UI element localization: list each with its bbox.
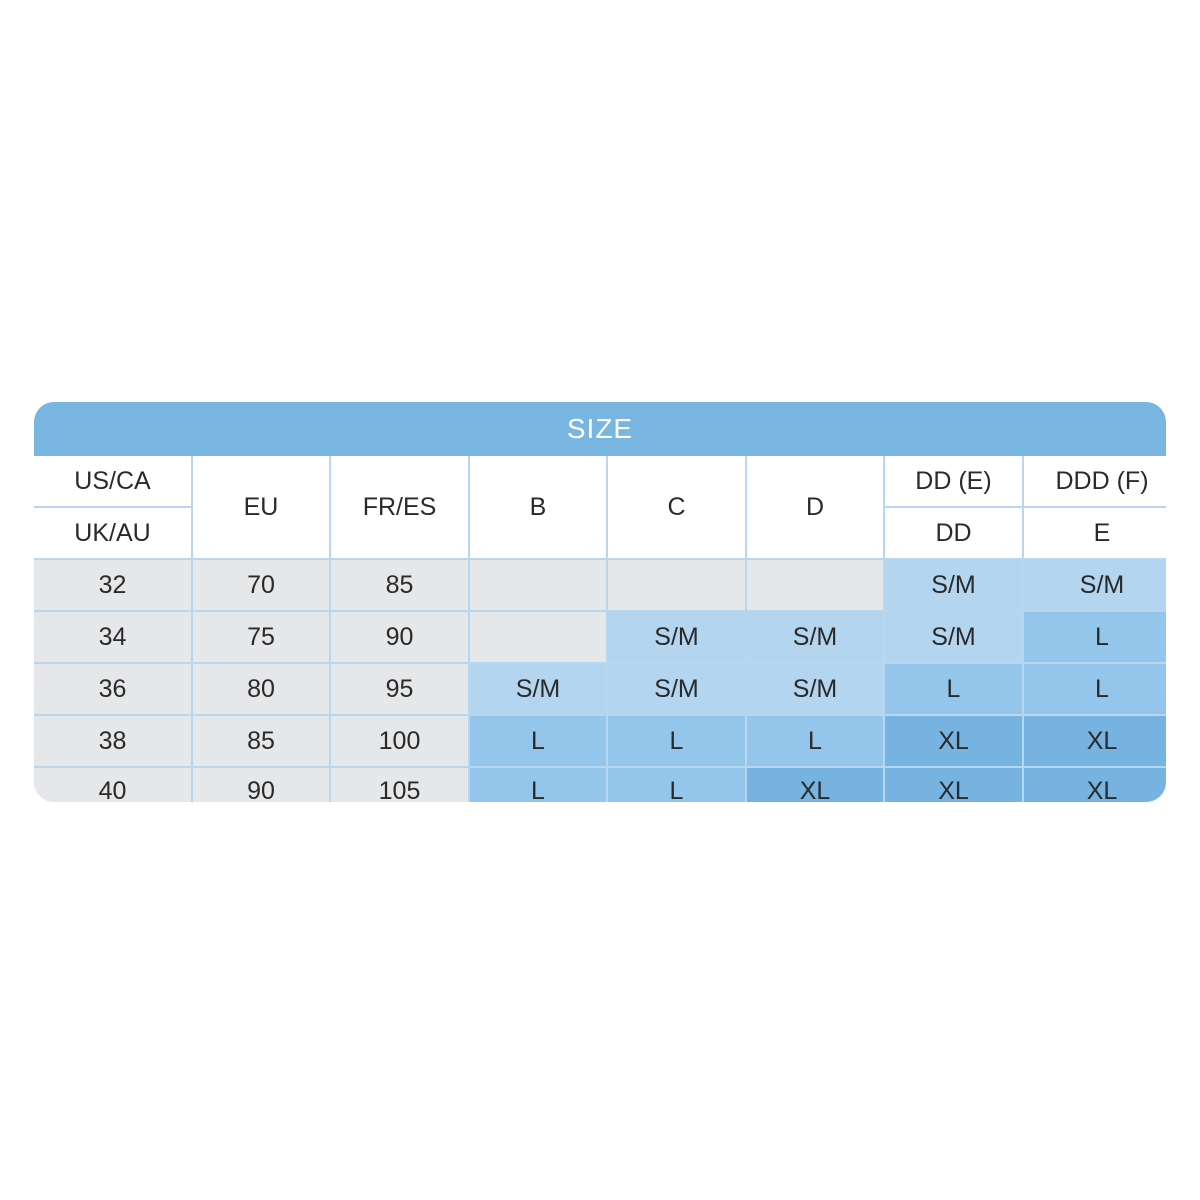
header-cup-dd-e: DD (E)	[885, 456, 1022, 506]
row-eu-85: 85	[193, 716, 329, 766]
size-cell: S/M	[747, 612, 883, 662]
size-cell: S/M	[608, 664, 745, 714]
size-cell: L	[885, 664, 1022, 714]
row-fres-105: 105	[331, 768, 468, 802]
header-cup-ddd-f: DDD (F)	[1024, 456, 1166, 506]
header-eu: EU	[193, 456, 329, 558]
header-cup-e: E	[1024, 508, 1166, 558]
row-band-40: 40	[34, 768, 191, 802]
size-cell: S/M	[885, 560, 1022, 610]
header-cup-d: D	[747, 456, 883, 558]
row-band-34: 34	[34, 612, 191, 662]
size-cell: L	[608, 716, 745, 766]
size-cell	[470, 612, 606, 662]
size-cell: L	[1024, 612, 1166, 662]
header-us-ca: US/CA	[34, 456, 191, 506]
header-cup-dd: DD	[885, 508, 1022, 558]
size-cell: XL	[1024, 716, 1166, 766]
header-fr-es: FR/ES	[331, 456, 468, 558]
row-fres-95: 95	[331, 664, 468, 714]
size-cell: L	[608, 768, 745, 802]
size-cell	[470, 560, 606, 610]
size-cell: L	[470, 716, 606, 766]
row-band-32: 32	[34, 560, 191, 610]
size-cell: L	[1024, 664, 1166, 714]
size-cell: XL	[747, 768, 883, 802]
row-eu-75: 75	[193, 612, 329, 662]
row-eu-90: 90	[193, 768, 329, 802]
row-fres-100: 100	[331, 716, 468, 766]
row-fres-85: 85	[331, 560, 468, 610]
size-cell: S/M	[470, 664, 606, 714]
size-cell: L	[470, 768, 606, 802]
size-cell: S/M	[1024, 560, 1166, 610]
size-cell: S/M	[885, 612, 1022, 662]
size-cell: XL	[885, 768, 1022, 802]
header-uk-au: UK/AU	[34, 508, 191, 558]
row-band-38: 38	[34, 716, 191, 766]
size-cell: S/M	[747, 664, 883, 714]
row-eu-70: 70	[193, 560, 329, 610]
size-cell	[747, 560, 883, 610]
header-cup-b: B	[470, 456, 606, 558]
size-title: SIZE	[34, 402, 1166, 456]
header-cup-c: C	[608, 456, 745, 558]
row-band-36: 36	[34, 664, 191, 714]
size-table	[34, 456, 1166, 802]
size-cell: S/M	[608, 612, 745, 662]
size-cell: XL	[1024, 768, 1166, 802]
row-fres-90: 90	[331, 612, 468, 662]
size-cell: XL	[885, 716, 1022, 766]
size-cell	[608, 560, 745, 610]
row-eu-80: 80	[193, 664, 329, 714]
size-cell: L	[747, 716, 883, 766]
size-chart	[34, 402, 1166, 802]
